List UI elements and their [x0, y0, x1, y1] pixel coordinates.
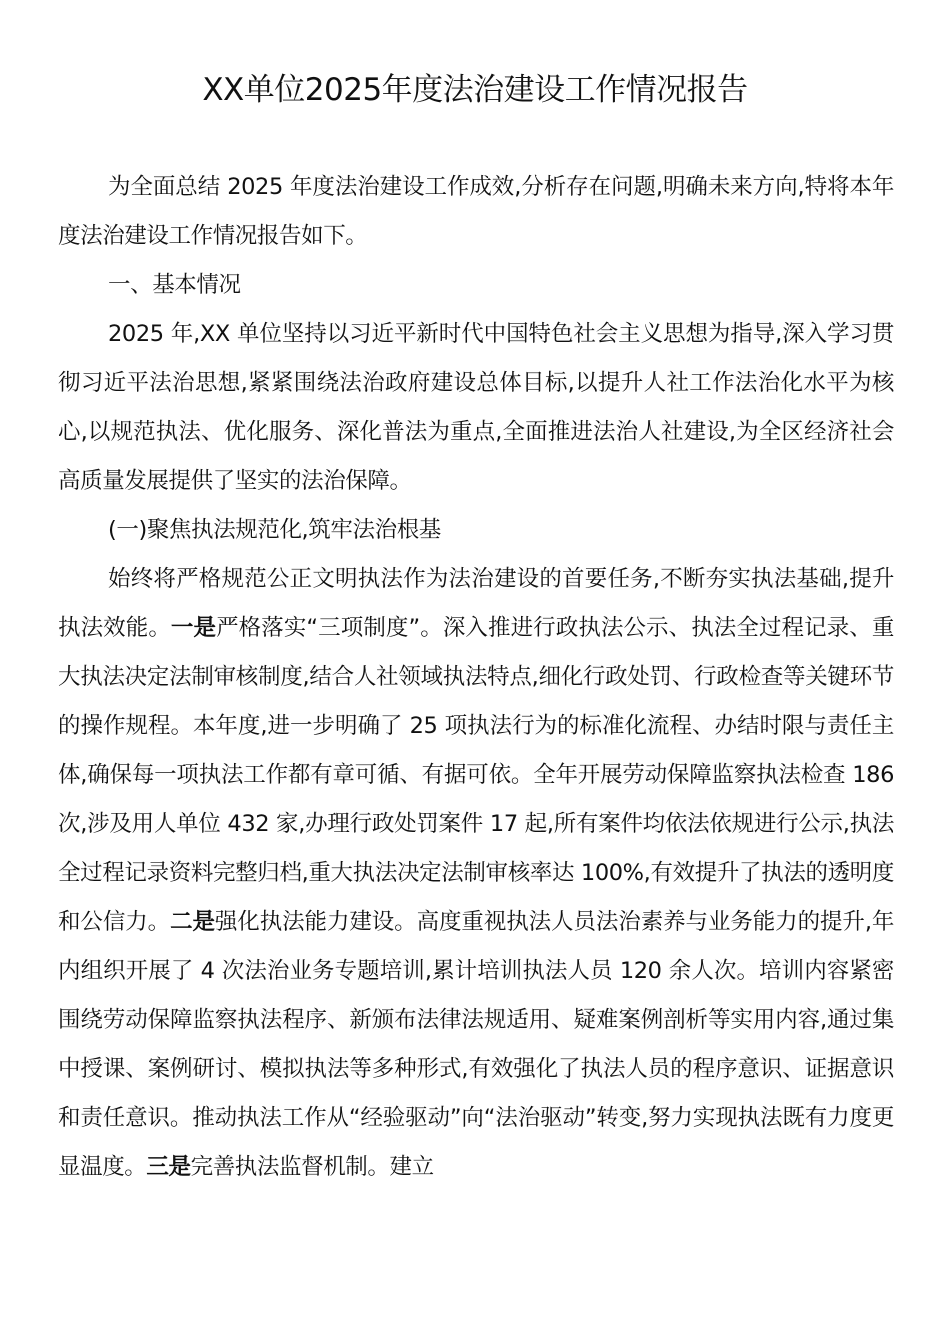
subsection-heading-law-enforcement: (一)聚焦执法规范化,筑牢法治根基	[108, 517, 441, 543]
document-body	[58, 163, 894, 1192]
paragraph-lead: 始终将严格规范公正文明执法作为法治建设的首要任务,不断夯实执法基础,提升执法效能。	[58, 566, 894, 641]
point-1-label: 一是	[170, 615, 217, 641]
intro-paragraph: 为全面总结 2025 年度法治建设工作成效,分析存在问题,明确未来方向,特将本年度法治建设工作情况报告如下。	[58, 174, 894, 249]
document-title: XX单位2025年度法治建设工作情况报告	[202, 72, 748, 108]
law-enforcement-paragraph	[58, 555, 894, 1192]
section-heading-basic-situation: 一、基本情况	[108, 272, 241, 298]
basic-situation-paragraph: 2025 年,XX 单位坚持以习近平新时代中国特色社会主义思想为指导,深入学习贯彻习近平法治思想,紧紧围绕法治政府建设总体目标,以提升人社工作法治化水平为核心,以规范执法、优化服务、深化普法为重点,全面推进法治人社建设,为全区经济社会高质量发展提供了坚实的法治保障。	[58, 321, 894, 494]
point-3-label: 三是	[146, 1154, 191, 1180]
point-3-text: 完善执法监督机制。建立	[190, 1154, 434, 1180]
point-1-text: 严格落实“三项制度”。深入推进行政执法公示、执法全过程记录、重大执法决定法制审核制度,结合人社领域执法特点,细化行政处罚、行政检查等关键环节的操作规程。本年度,进一步明确了 25 项执法行为的标准化流程、办结时限与责任主体,确保每一项执法工作都有章可循、有据可依。全年开展劳动保障监察执法检查 186 次,涉及用人单位 432 家,办理行政处罚案件 17 起,所有案件均依法依规进行公示,执法全过程记录资料完整归档,重大执法决定法制审核率达 100%,有效提升了执法的透明度和公信力。	[58, 615, 894, 935]
point-2-text: 强化执法能力建设。高度重视执法人员法治素养与业务能力的提升,年内组织开展了 4 次法治业务专题培训,累计培训执法人员 120 余人次。培训内容紧密围绕劳动保障监察执法程序、新颁布法律法规适用、疑难案例剖析等实用内容,通过集中授课、案例研讨、模拟执法等多种形式,有效强化了执法人员的程序意识、证据意识和责任意识。推动执法工作从“经验驱动”向“法治驱动”转变,努力实现执法既有力度更显温度。	[58, 909, 894, 1180]
point-2-label: 二是	[170, 909, 215, 935]
